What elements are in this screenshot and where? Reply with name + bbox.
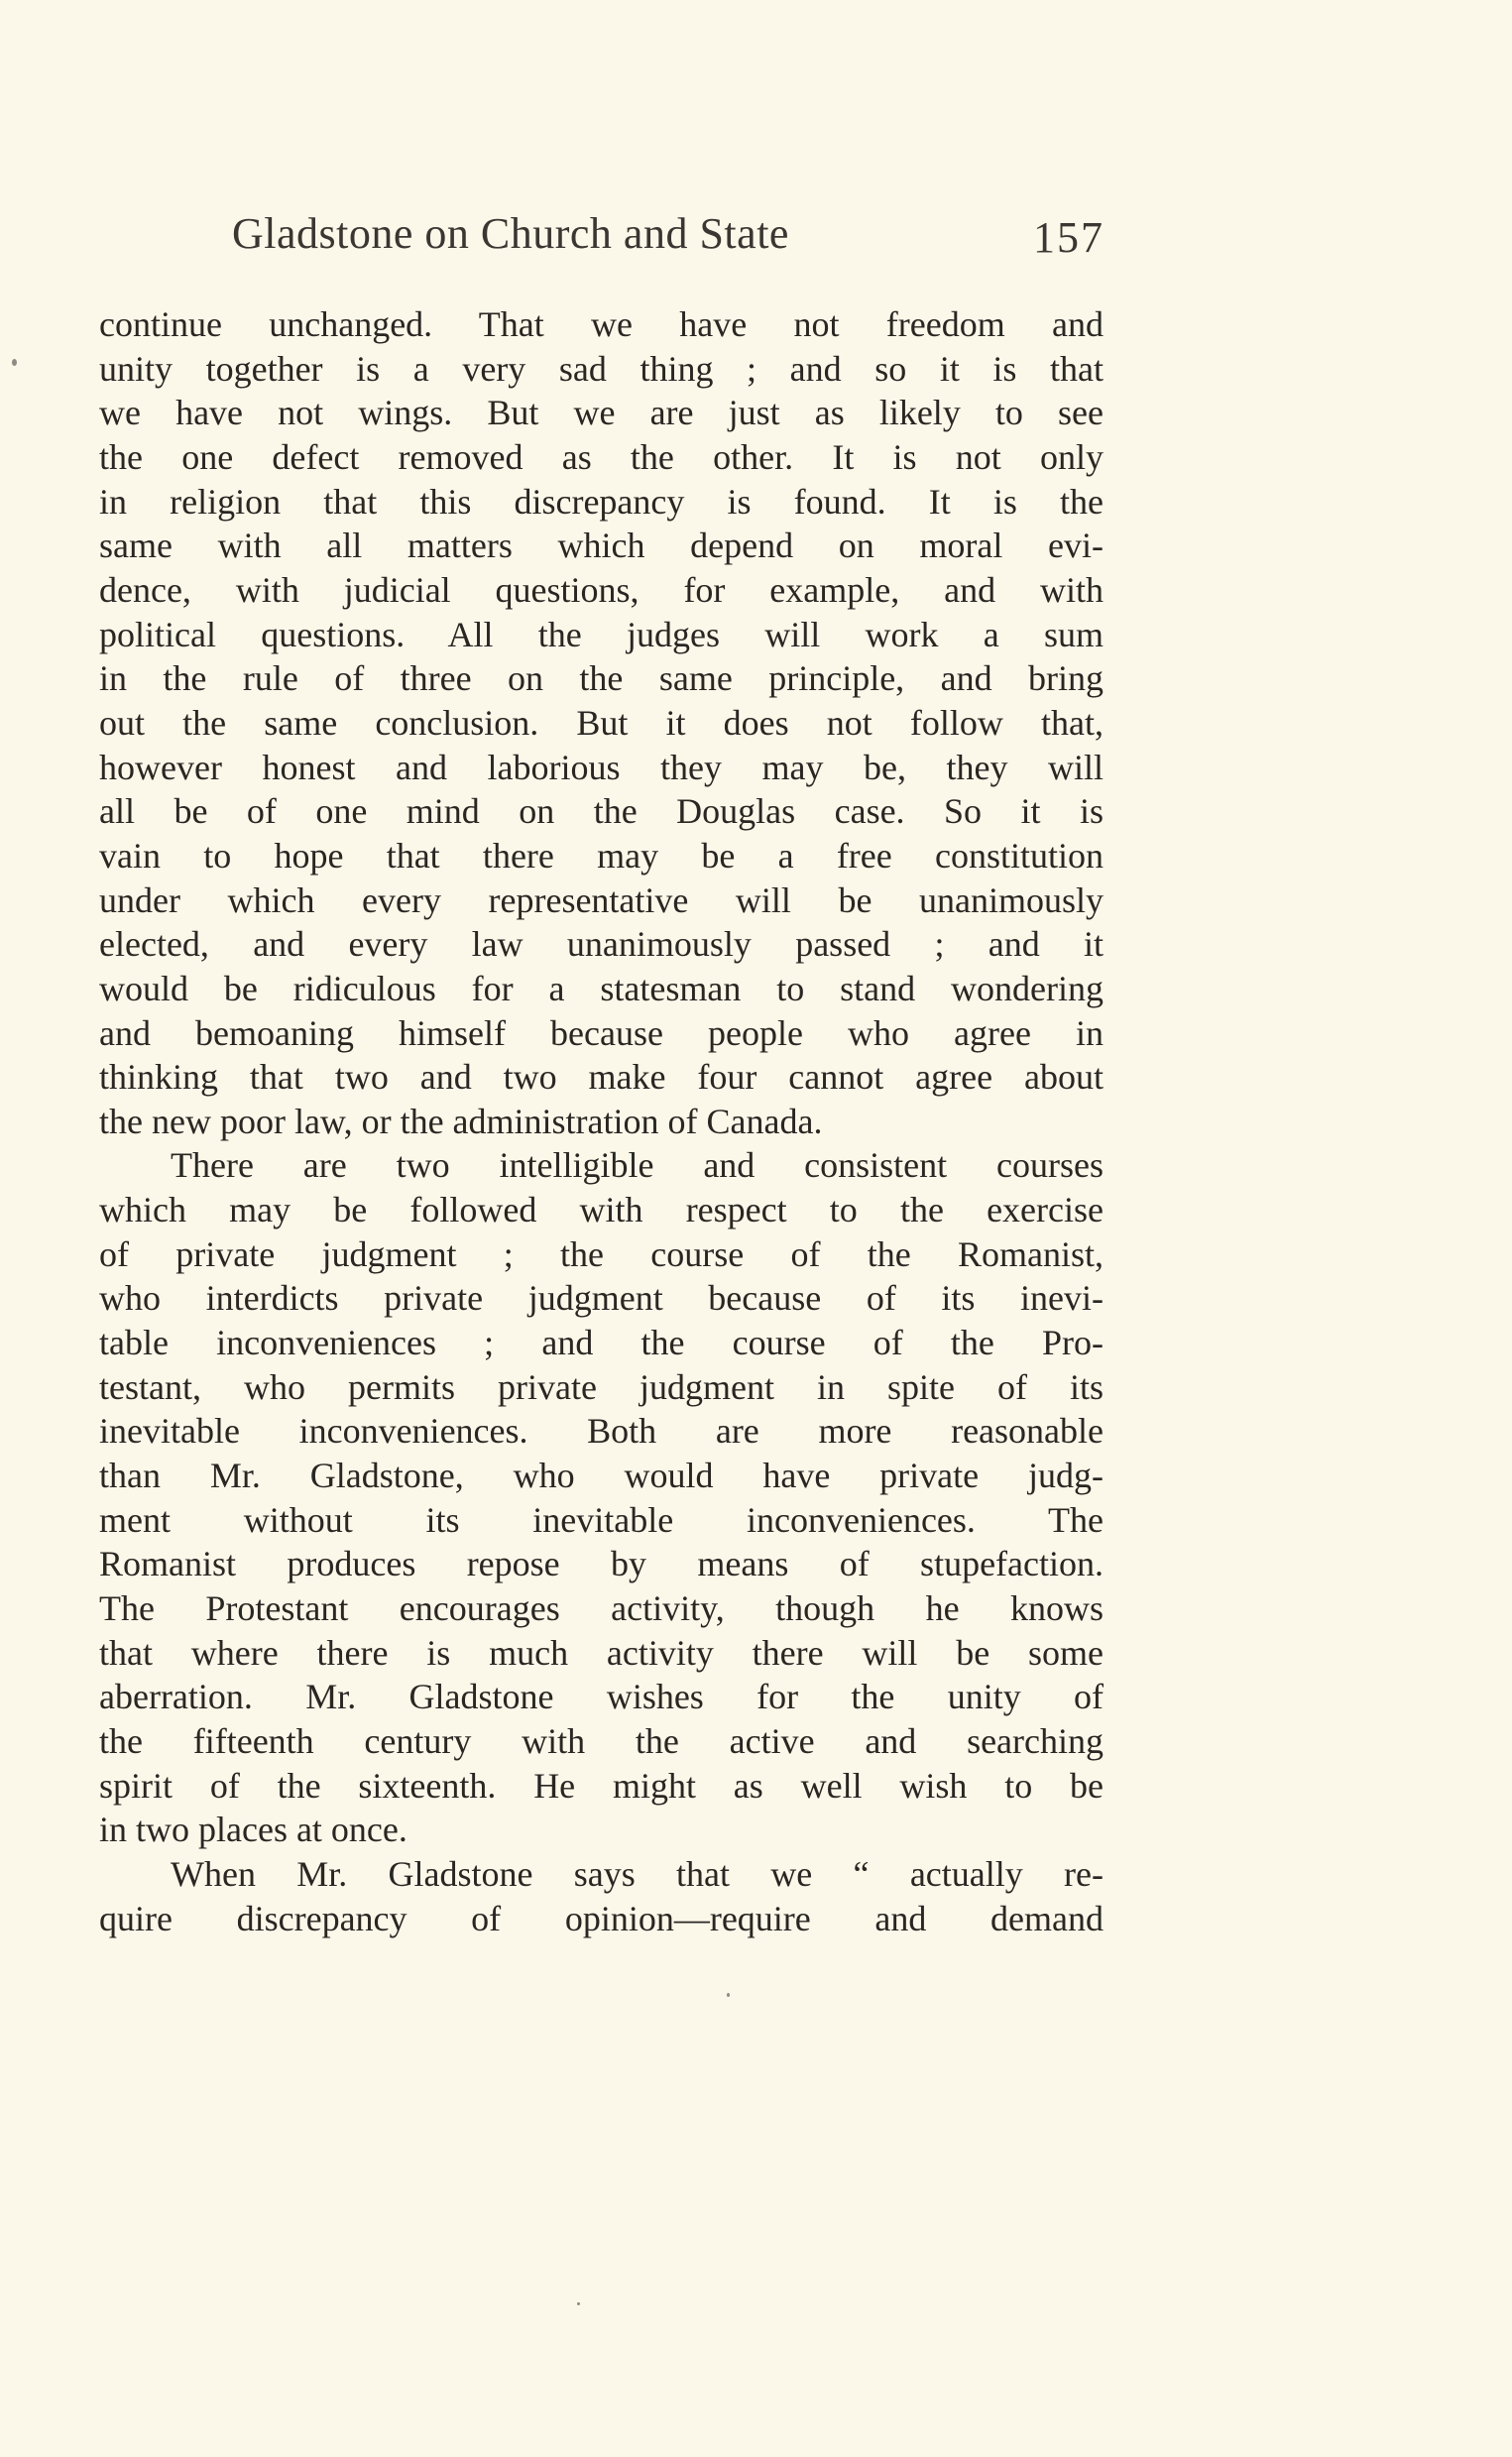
paper-speck: [12, 359, 17, 366]
text-line: all be of one mind on the Douglas case. So it is: [99, 791, 1104, 832]
text-line: dence, with judicial questions, for example, and with: [99, 569, 1104, 610]
running-header: [232, 208, 1105, 268]
text-line: elected, and every law unanimously passed ; and it: [99, 924, 1104, 965]
text-line: unity together is a very sad thing ; and so it is that: [99, 348, 1104, 389]
text-line: inevitable inconveniences. Both are more reasonable: [99, 1411, 1104, 1452]
text-line: Romanist produces repose by means of stupefaction.: [99, 1544, 1104, 1584]
text-line: under which every representative will be unanimously: [99, 879, 1104, 920]
page-number: 157: [1033, 213, 1105, 262]
text-line: than Mr. Gladstone, who would have private judg-: [99, 1456, 1104, 1496]
paper-speck: [577, 2302, 580, 2305]
text-line: table inconveniences ; and the course of the Pro-: [99, 1323, 1104, 1363]
text-line: testant, who permits private judgment in spite of its: [99, 1366, 1104, 1407]
running-title: Gladstone on Church and State: [232, 209, 789, 258]
text-line: out the same conclusion. But it does not follow that,: [99, 702, 1104, 743]
paragraph-end-line: the new poor law, or the administration of Canada.: [99, 1101, 823, 1141]
text-line: we have not wings. But we are just as likely to see: [99, 393, 1104, 433]
body-text: [99, 302, 1104, 1940]
text-line: in religion that this discrepancy is found. It is the: [99, 481, 1104, 522]
text-line: would be ridiculous for a statesman to stand wondering: [99, 968, 1104, 1008]
text-line: The Protestant encourages activity, though he knows: [99, 1588, 1104, 1629]
text-line: of private judgment ; the course of the Romanist,: [99, 1233, 1104, 1274]
paragraph-start-line: When Mr. Gladstone says that we “ actually re-: [171, 1853, 1104, 1894]
text-line: same with all matters which depend on moral evi-: [99, 526, 1104, 566]
text-line: aberration. Mr. Gladstone wishes for the unity of: [99, 1677, 1104, 1717]
paragraph-start-line: There are two intelligible and consistent courses: [171, 1145, 1104, 1186]
paper-speck: [727, 1993, 730, 1997]
text-line: in the rule of three on the same principle, and bring: [99, 658, 1104, 699]
text-line: who interdicts private judgment because of its inevi-: [99, 1278, 1104, 1319]
text-line: thinking that two and two make four cannot agree about: [99, 1057, 1104, 1098]
text-line: vain to hope that there may be a free constitution: [99, 835, 1104, 876]
paragraph-end-line: in two places at once.: [99, 1810, 407, 1850]
text-line: continue unchanged. That we have not freedom and: [99, 304, 1104, 344]
text-line: ment without its inevitable inconveniences. The: [99, 1499, 1104, 1540]
text-line: that where there is much activity there will be some: [99, 1632, 1104, 1673]
text-line: the fifteenth century with the active and searching: [99, 1721, 1104, 1761]
text-line: the one defect removed as the other. It is not only: [99, 436, 1104, 477]
text-line: which may be followed with respect to the exercise: [99, 1190, 1104, 1230]
text-line: spirit of the sixteenth. He might as well wish to be: [99, 1765, 1104, 1806]
text-line: quire discrepancy of opinion—require and demand: [99, 1898, 1104, 1938]
text-line: however honest and laborious they may be, they will: [99, 747, 1104, 787]
text-line: political questions. All the judges will work a sum: [99, 614, 1104, 654]
text-line: and bemoaning himself because people who agree in: [99, 1012, 1104, 1053]
